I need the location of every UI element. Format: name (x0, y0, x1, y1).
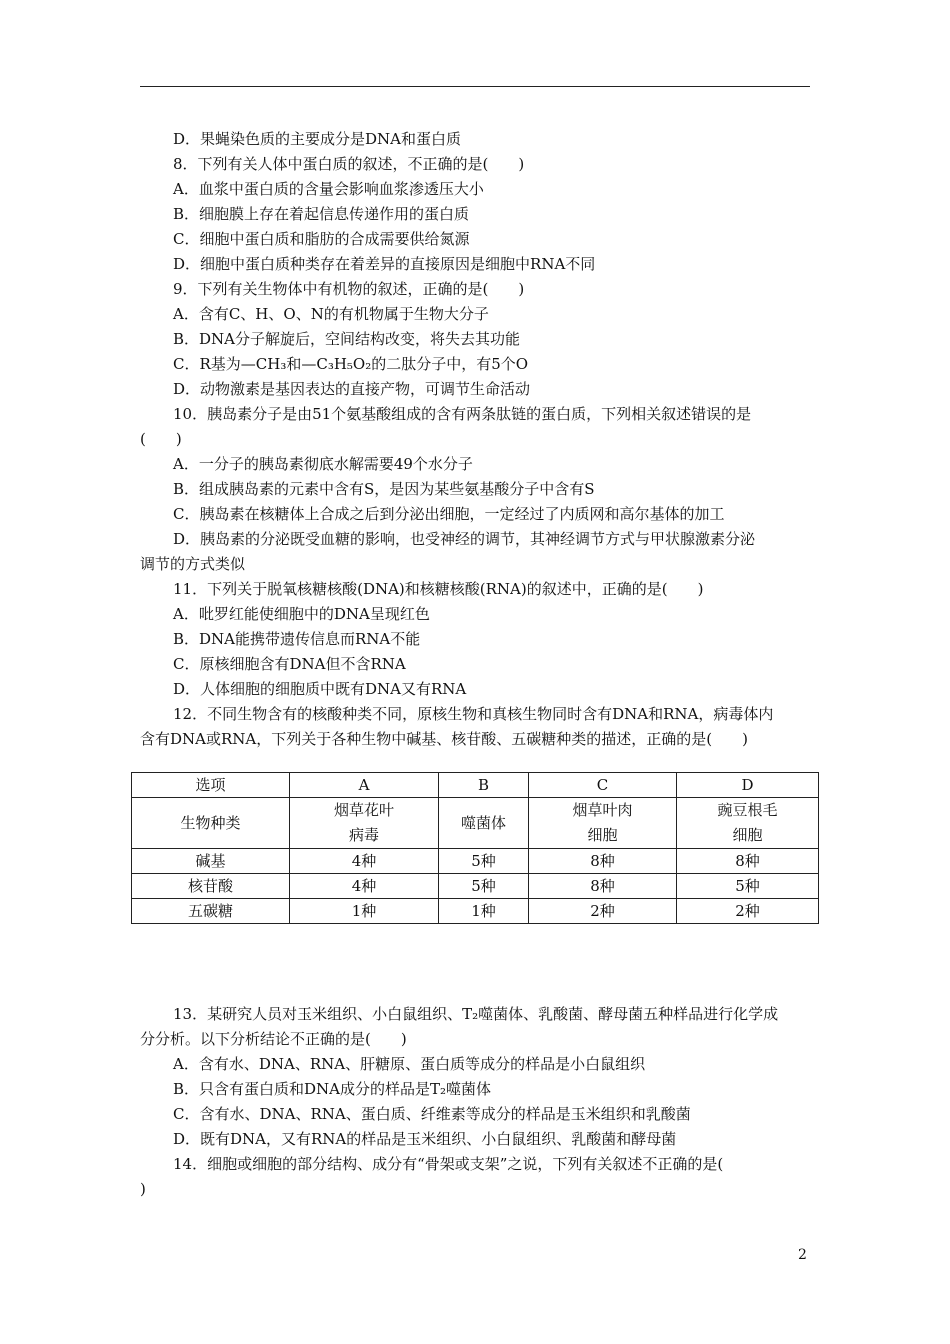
table-cell: 8种 (529, 874, 677, 899)
question-block-2 (140, 1002, 812, 1202)
table-cell-line: 病毒 (348, 826, 379, 844)
text-line: D．动物激素是基因表达的直接产物，可调节生命活动 (173, 380, 531, 398)
text-line: C．细胞中蛋白质和脂肪的合成需要供给氮源 (173, 230, 470, 248)
table-cell: 8种 (529, 849, 677, 874)
text-line: C．原核细胞含有DNA但不含RNA (173, 655, 406, 673)
text-line: ( ) (140, 430, 182, 448)
header-rule (140, 86, 810, 87)
table-cell-line: 烟草叶肉 (572, 801, 633, 819)
text-line: B．DNA能携带遗传信息而RNA不能 (173, 630, 421, 648)
table-header-cell: B (439, 773, 529, 798)
table-cell (677, 798, 819, 849)
table-cell (529, 798, 677, 849)
table-cell: 2种 (677, 899, 819, 924)
text-line: D．胰岛素的分泌既受血糖的影响，也受神经的调节，其神经调节方式与甲状腺激素分泌 (173, 530, 756, 548)
text-line: D．果蝇染色质的主要成分是DNA和蛋白质 (173, 130, 462, 148)
text-line: 8．下列有关人体中蛋白质的叙述，不正确的是( ) (173, 155, 525, 173)
table-header-cell: A (290, 773, 439, 798)
table-cell: 1种 (439, 899, 529, 924)
table-cell: 5种 (439, 874, 529, 899)
question-block-1 (140, 127, 812, 752)
table-cell: 5种 (677, 874, 819, 899)
text-line: 11．下列关于脱氧核糖核酸(DNA)和核糖核酸(RNA)的叙述中，正确的是( ) (173, 580, 704, 598)
table-row-label: 核苷酸 (132, 874, 290, 899)
text-line: 9．下列有关生物体中有机物的叙述，正确的是( ) (173, 280, 525, 298)
text-line: D．既有DNA，又有RNA的样品是玉米组织、小白鼠组织、乳酸菌和酵母菌 (173, 1130, 677, 1148)
text-line: 10．胰岛素分子是由51个氨基酸组成的含有两条肽链的蛋白质，下列相关叙述错误的是 (173, 405, 752, 423)
table-cell-line: 细胞 (587, 826, 618, 844)
table-header-cell: C (529, 773, 677, 798)
text-line: B．细胞膜上存在着起信息传递作用的蛋白质 (173, 205, 470, 223)
table-row-label: 五碳糖 (132, 899, 290, 924)
table-cell: 4种 (290, 874, 439, 899)
table-header-cell: 选项 (132, 773, 290, 798)
text-line: ) (140, 1180, 146, 1198)
table-cell: 1种 (290, 899, 439, 924)
table-cell-line: 烟草花叶 (333, 801, 394, 819)
text-line: C．R基为—CH₃和—C₃H₅O₂的二肽分子中，有5个O (173, 355, 529, 373)
table-cell-line: 细胞 (732, 826, 763, 844)
table-row-species (132, 798, 819, 849)
table-cell: 8种 (677, 849, 819, 874)
text-line: B．DNA分子解旋后，空间结构改变，将失去其功能 (173, 330, 521, 348)
text-line: 分分析。以下分析结论不正确的是( ) (140, 1030, 407, 1048)
text-line: D．细胞中蛋白质种类存在着差异的直接原因是细胞中RNA不同 (173, 255, 596, 273)
page-number: 2 (798, 1247, 807, 1263)
text-line: 14．细胞或细胞的部分结构、成分有“骨架或支架”之说，下列有关叙述不正确的是( (173, 1155, 724, 1173)
table-cell (290, 798, 439, 849)
table-cell-line: 豌豆根毛 (717, 801, 778, 819)
table-cell: 5种 (439, 849, 529, 874)
text-line: 12．不同生物含有的核酸种类不同，原核生物和真核生物同时含有DNA和RNA，病毒体内 (173, 705, 774, 723)
table-row-pentose (132, 899, 819, 924)
text-line: D．人体细胞的细胞质中既有DNA又有RNA (173, 680, 467, 698)
table-cell: 4种 (290, 849, 439, 874)
text-line: C．胰岛素在核糖体上合成之后到分泌出细胞，一定经过了内质网和高尔基体的加工 (173, 505, 725, 523)
table-header-cell: D (677, 773, 819, 798)
text-line: 调节的方式类似 (140, 555, 246, 573)
table-row-label: 生物种类 (132, 798, 290, 849)
nucleic-acid-table (131, 772, 819, 924)
table-cell-line: 噬菌体 (460, 813, 506, 832)
text-line: A．一分子的胰岛素彻底水解需要49个水分子 (173, 455, 473, 473)
text-line: B．只含有蛋白质和DNA成分的样品是T₂噬菌体 (173, 1080, 492, 1098)
text-line: 含有DNA或RNA，下列关于各种生物中碱基、核苷酸、五碳糖种类的描述，正确的是( ) (140, 730, 748, 748)
text-line: A．含有水、DNA、RNA、肝糖原、蛋白质等成分的样品是小白鼠组织 (173, 1055, 646, 1073)
table-header-row (132, 773, 819, 798)
text-line: 13．某研究人员对玉米组织、小白鼠组织、T₂噬菌体、乳酸菌、酵母菌五种样品进行化学成 (173, 1005, 779, 1023)
table-cell: 2种 (529, 899, 677, 924)
text-line: A．血浆中蛋白质的含量会影响血浆渗透压大小 (173, 180, 484, 198)
table-cell (439, 798, 529, 849)
text-line: C．含有水、DNA、RNA、蛋白质、纤维素等成分的样品是玉米组织和乳酸菌 (173, 1105, 691, 1123)
text-line: B．组成胰岛素的元素中含有S，是因为某些氨基酸分子中含有S (173, 480, 595, 498)
text-line: A．含有C、H、O、N的有机物属于生物大分子 (173, 305, 489, 323)
text-line: A．吡罗红能使细胞中的DNA呈现红色 (173, 605, 430, 623)
table-row-bases (132, 849, 819, 874)
table-row-label: 碱基 (132, 849, 290, 874)
table-row-nucleotides (132, 874, 819, 899)
